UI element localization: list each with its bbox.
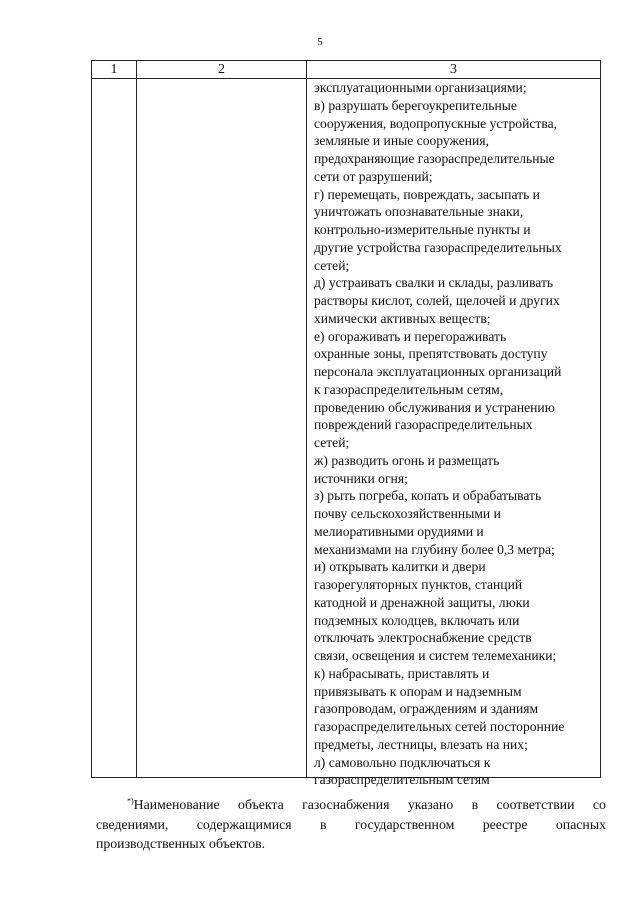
footnote-first-word (127, 795, 220, 815)
text-line: эксплуатационными организациями; (314, 80, 527, 95)
text-line: е) огораживать и перегораживать (314, 328, 507, 344)
footnote-mark: *) (127, 796, 134, 806)
text-line: и) открывать калитки и двери (314, 559, 486, 575)
footnote-word: сведениями, (96, 816, 169, 832)
text-line: г) перемещать, повреждать, засыпать и (314, 186, 540, 202)
text-line: ж) разводить огонь и размещать (314, 452, 500, 468)
document-table (91, 60, 601, 788)
text-line: персонала эксплуатационных организаций (314, 364, 562, 379)
footnote-word: газоснабжения (302, 797, 390, 812)
footnote-line-1 (96, 795, 606, 815)
footnote-word: в (320, 816, 327, 832)
text-line: сети от разрушений; (314, 168, 433, 184)
text-line: проведению обслуживания и устранению (314, 399, 555, 415)
text-line: газораспределительных сетей посторонние (314, 719, 565, 734)
text-line: газопроводам, ограждениям и зданиям (314, 701, 539, 717)
footnote-word: со (592, 797, 606, 812)
text-line: з) рыть погреба, копать и обрабатывать (314, 488, 542, 504)
text-line: отключать электроснабжение средств (314, 630, 532, 646)
text-line: газораспределительным сетям (314, 772, 490, 788)
page-number: 5 (317, 36, 323, 48)
text-line: другие устройства газораспределительных (314, 239, 562, 255)
column-header-1: 1 (110, 62, 118, 77)
text-line: связи, освещения и систем телемеханики; (314, 648, 557, 663)
text-line: охранные зоны, препятствовать доступу (314, 346, 548, 362)
column-header-2: 2 (218, 62, 225, 77)
text-line: сетей; (314, 257, 350, 273)
text-line: сетей; (314, 435, 350, 450)
text-line: источники огня; (314, 470, 408, 486)
footnote-line-3 (96, 834, 606, 854)
footnote-word: объекта (238, 797, 284, 812)
footnote-word: соответствии (496, 797, 575, 812)
text-line: растворы кислот, солей, щелочей и других (314, 293, 560, 308)
column-divider-1-2 (136, 61, 137, 777)
text-line: механизмами на глубину более 0,3 метра; (314, 541, 555, 557)
footnote-text-line-3: производственных объектов. (96, 836, 266, 851)
text-line: газорегуляторных пунктов, станций (314, 577, 523, 592)
column-3-text (314, 79, 594, 789)
text-line: предметы, лестницы, влезать на них; (314, 736, 528, 752)
column-header-3: 3 (450, 62, 457, 77)
footnote-word: Наименование (133, 797, 220, 812)
footnote-word: указано (407, 797, 454, 812)
footnote-word: опасных (555, 816, 606, 832)
text-line: почву сельскохозяйственными и (314, 506, 501, 521)
text-line: в) разрушать берегоукрепительные (314, 97, 517, 113)
footnote-word: в (471, 797, 479, 812)
text-line: земляные и иные сооружения, (314, 133, 489, 149)
text-line: предохраняющие газораспределительные (314, 151, 555, 166)
text-line: катодной и дренажной защиты, люки (314, 594, 530, 610)
text-line: к) набрасывать, приставлять и (314, 665, 490, 681)
text-line: повреждений газораспределительных (314, 417, 533, 433)
text-line: уничтожать опознавательные знаки, (314, 204, 524, 220)
footnote-word: реестре (482, 816, 528, 832)
footnote-word: государственном (354, 816, 455, 832)
text-line: контрольно-измерительные пункты и (314, 222, 531, 237)
text-line: химически активных веществ; (314, 310, 491, 326)
text-line: л) самовольно подключаться к (314, 754, 491, 770)
text-line: д) устраивать свалки и склады, разливать (314, 275, 554, 291)
text-line: к газораспределительным сетям, (314, 381, 504, 397)
text-line: подземных колодцев, включать или (314, 612, 520, 628)
text-line: мелиоративными орудиями и (314, 523, 484, 539)
footnote-line-2 (96, 815, 606, 835)
column-divider-2-3 (306, 61, 307, 777)
footnote (96, 795, 606, 854)
footnote-word: содержащимися (196, 816, 292, 832)
text-line: сооружения, водопропускные устройства, (314, 115, 558, 131)
text-line: привязывать к опорам и надземным (314, 683, 522, 699)
